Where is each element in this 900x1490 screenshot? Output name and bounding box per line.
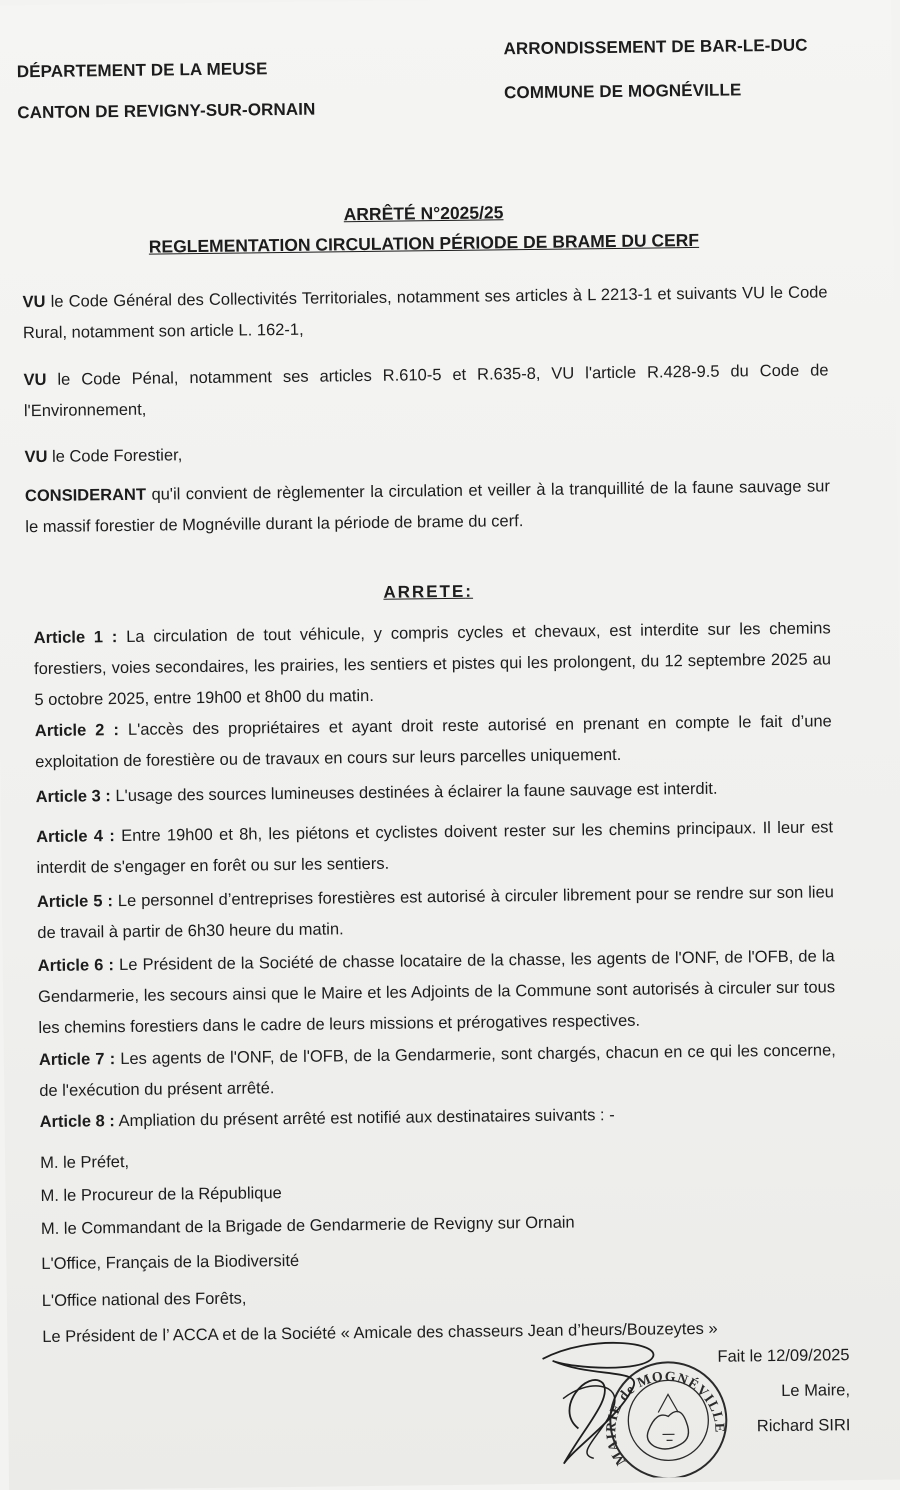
article-text: Ampliation du présent arrêté est notifié aux destinataires suivants : - — [114, 1106, 615, 1131]
recipient-item: M. le Procureur de la République — [40, 1184, 282, 1206]
preamble-considerant — [25, 471, 831, 543]
article-label: Article 3 : — [35, 787, 111, 807]
article-label: Article 1 : — [33, 628, 118, 648]
article-1 — [34, 613, 832, 716]
article-7 — [39, 1035, 837, 1107]
departement-header: DÉPARTEMENT DE LA MEUSE — [16, 59, 268, 82]
article-3 — [35, 772, 832, 813]
article-5 — [37, 877, 835, 949]
decree-title — [0, 193, 854, 264]
article-text: L'usage des sources lumineuses destinées à éclairer la faune sauvage est interdit. — [110, 779, 718, 806]
recipient-item: M. le Commandant de la Brigade de Gendarmerie de Revigny sur Ornain — [40, 1213, 575, 1239]
article-label: Article 2 : — [34, 721, 120, 741]
article-label: Article 8 : — [39, 1112, 115, 1132]
article-text: L'accès des propriétaires et ayant droit reste autorisé en prenant en compte le fait d’une exploitation de forestière ou de travaux en cours sur leurs parcelles uniquement. — [35, 712, 832, 772]
svg-text:MAIRIE de MOGNÉVILLE: MAIRIE de MOGNÉVILLE — [604, 1369, 727, 1468]
article-label: Article 4 : — [36, 827, 115, 847]
preamble-text: le Code Général des Collectivités Territoriales, notamment ses articles à L 2213-1 et suivants VU le Code Rural, notamment son article L. 162-1, — [22, 283, 828, 343]
recipient-item: Le Président de l’ ACCA et de la Société « Amicale des chasseurs Jean d’heurs/Bouzeytes » — [42, 1319, 718, 1347]
preamble-lead: CONSIDERANT — [24, 485, 147, 506]
preamble-lead: VU — [23, 370, 47, 390]
signature-date: Fait le 12/09/2025 — [717, 1346, 850, 1366]
article-text: La circulation de tout véhicule, y compris cycles et chevaux, est interdite sur les chemins forestiers, voies secondaires, les prairies, les sentiers et pistes qui les prolongent, du 12 septembre 2025 au 5 octobre 2025, entre 19h00 et 8h00 du matin. — [33, 619, 832, 710]
preamble-text: le Code Pénal, notamment ses articles R.610-5 et R.635-8, VU l'article R.428-9.5 du Code de l'Environnement, — [23, 361, 829, 421]
article-label: Article 5 : — [36, 892, 114, 912]
commune-header: COMMUNE DE MOGNÉVILLE — [503, 80, 742, 103]
arrete-heading-text: ARRETE — [383, 581, 466, 602]
article-label: Article 6 : — [37, 956, 115, 976]
decree-number: ARRÊTÉ N°2025/25 — [343, 202, 504, 225]
preamble-lead: VU — [22, 292, 46, 312]
preamble-text: le Code Forestier, — [47, 446, 183, 466]
article-6 — [38, 941, 836, 1044]
signature-role: Le Maire, — [781, 1381, 851, 1401]
preamble-vu-1 — [22, 277, 828, 349]
canton-header: CANTON DE REVIGNY-SUR-ORNAIN — [17, 99, 316, 123]
article-text: Les agents de l'ONF, de l'OFB, de la Gendarmerie, sont chargés, chacun en ce qui les concerne, de l'exécution du présent arrêté. — [39, 1041, 836, 1101]
article-text: Le Président de la Société de chasse locataire de la chasse, les agents de l'ONF, de l'OFB, de la Gendarmerie, les secours ainsi que le Maire et les Adjoints de la Commune sont autorisés à circuler sur tous les chemins forestiers dans le cadre de leurs missions et prérogatives respectives. — [37, 947, 836, 1038]
article-text: Entre 19h00 et 8h, les piétons et cyclistes doivent rester sur les chemins principaux. Il leur est interdit de s'engager en forêt ou sur les sentiers. — [36, 818, 834, 878]
recipient-item: L'Office, Français de la Biodiversité — [41, 1251, 300, 1274]
arrete-heading — [0, 577, 858, 608]
decree-subject: REGLEMENTATION CIRCULATION PÉRIODE DE BRAME DU CERF — [148, 229, 700, 257]
preamble-lead: VU — [24, 447, 48, 467]
arrondissement-header: ARRONDISSEMENT DE BAR-LE-DUC — [503, 35, 808, 59]
handwritten-signature-icon — [532, 1337, 684, 1474]
preamble-vu-3 — [24, 432, 829, 473]
article-text: Le personnel d’entreprises forestières est autorisé à circuler librement pour se rendre sur son lieu de travail à partir de 6h30 heure du matin. — [37, 883, 834, 943]
recipient-item: L'Office national des Forêts, — [41, 1289, 247, 1311]
article-4 — [36, 812, 834, 884]
arrete-heading-colon: : — [465, 581, 474, 601]
preamble-vu-2 — [23, 355, 829, 427]
signature-name: Richard SIRI — [756, 1416, 851, 1436]
article-2 — [35, 706, 833, 778]
preamble-text: qu'il convient de règlementer la circulation et veiller à la tranquillité de la faune sauvage sur le massif forestier de Mognéville durant la période de brame du cerf. — [25, 477, 831, 537]
recipient-item: M. le Préfet, — [40, 1152, 130, 1173]
article-label: Article 7 : — [38, 1050, 116, 1070]
